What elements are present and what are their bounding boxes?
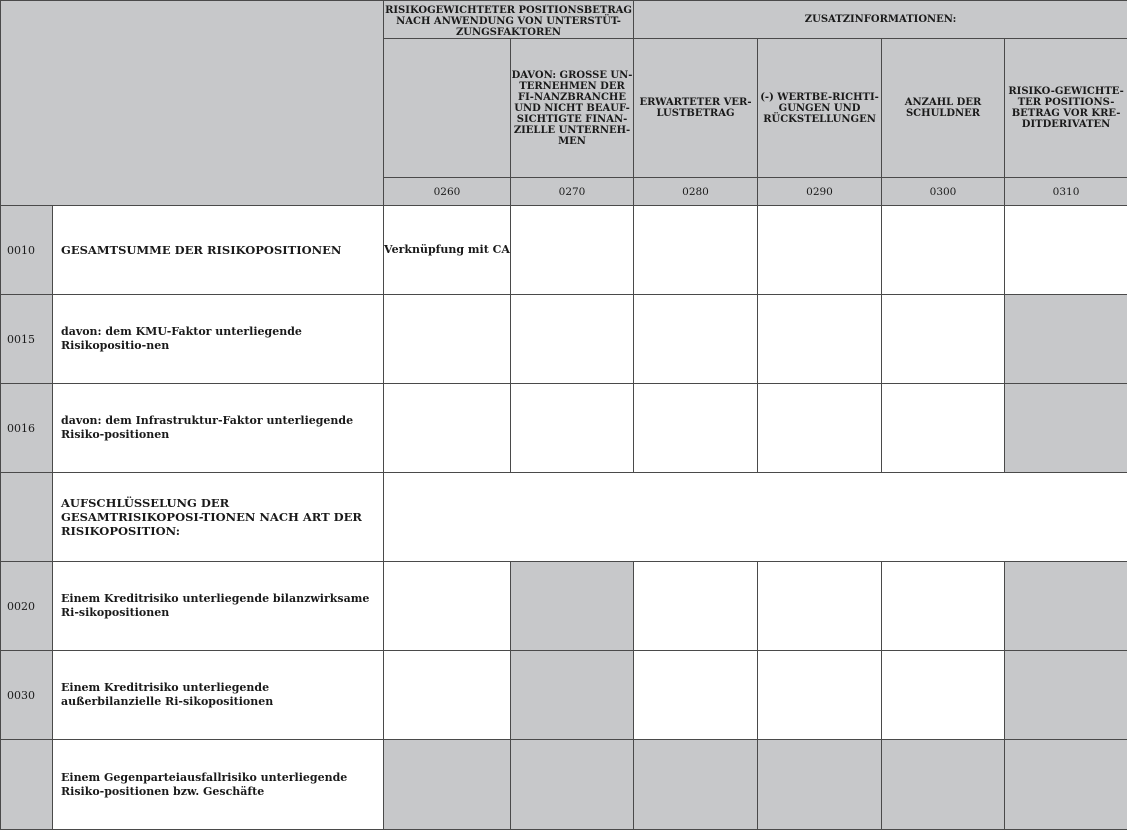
header-group-info: ZUSATZINFORMATIONEN: [634, 1, 1127, 39]
cell-0020-0270-shaded [511, 562, 634, 651]
cell-0010-0260: Verknüpfung mit CA [384, 206, 511, 295]
cell-0020-0280 [634, 562, 758, 651]
cell-0016-0310-shaded [1005, 384, 1127, 473]
cell-0016-0280 [634, 384, 758, 473]
row-id [1, 740, 53, 830]
cell-0015-0310-shaded [1005, 295, 1127, 384]
col-code-0290: 0290 [758, 178, 882, 206]
cell-0030-0300 [882, 651, 1005, 740]
row-id [1, 473, 53, 562]
row-label: GESAMTSUMME DER RISIKOPOSITIONEN [53, 206, 384, 295]
table-row [1, 206, 1127, 295]
cell-0030-0260 [384, 651, 511, 740]
cell-0016-0260 [384, 384, 511, 473]
header-col-0300: ANZAHL DER SCHULDNER [882, 39, 1005, 178]
row-id: 0030 [1, 651, 53, 740]
row-id: 0010 [1, 206, 53, 295]
table-row [1, 562, 1127, 651]
row-id: 0020 [1, 562, 53, 651]
cell-0010-0300 [882, 206, 1005, 295]
cell-0010-0270 [511, 206, 634, 295]
cell-ccr-0280-shaded [634, 740, 758, 830]
cell-ccr-0270-shaded [511, 740, 634, 830]
header-col-0280: ERWARTETER VER-LUSTBETRAG [634, 39, 758, 178]
header-col-0290: (-) WERTBE-RICHTI-GUNGEN UND RÜCKSTELLUNGEN [758, 39, 882, 178]
header-col-0260-blank [384, 39, 511, 178]
cell-ccr-0300-shaded [882, 740, 1005, 830]
cell-ccr-0290-shaded [758, 740, 882, 830]
section-heading-blank [384, 473, 1127, 562]
header-col-0310: RISIKO-GEWICHTE-TER POSITIONS-BETRAG VOR KRE-DITDERIVATEN [1005, 39, 1127, 178]
cell-0030-0280 [634, 651, 758, 740]
cell-0010-0310 [1005, 206, 1127, 295]
row-label: davon: dem Infrastruktur-Faktor unterliegende Risiko-positionen [53, 384, 384, 473]
row-label: davon: dem KMU-Faktor unterliegende Risikopositio-nen [53, 295, 384, 384]
cell-0020-0300 [882, 562, 1005, 651]
cell-0020-0290 [758, 562, 882, 651]
row-id: 0015 [1, 295, 53, 384]
cell-ccr-0260-shaded [384, 740, 511, 830]
cell-ccr-0310-shaded [1005, 740, 1127, 830]
cell-0015-0290 [758, 295, 882, 384]
cell-0020-0260 [384, 562, 511, 651]
header-corner [1, 1, 384, 206]
cell-0015-0280 [634, 295, 758, 384]
col-code-0280: 0280 [634, 178, 758, 206]
table-row [1, 473, 1127, 562]
cell-0010-0280 [634, 206, 758, 295]
table-row [1, 384, 1127, 473]
cell-0016-0290 [758, 384, 882, 473]
row-id: 0016 [1, 384, 53, 473]
cell-0016-0300 [882, 384, 1005, 473]
header-col-0270: DAVON: GROSSE UN-TERNEHMEN DER FI-NANZBRANCHE UND NICHT BEAUF-SICHTIGTE FINAN-ZIELLE UNTERNEH-MEN [511, 39, 634, 178]
cell-0030-0270-shaded [511, 651, 634, 740]
col-code-0270: 0270 [511, 178, 634, 206]
cell-0030-0310-shaded [1005, 651, 1127, 740]
cell-0030-0290 [758, 651, 882, 740]
row-label: Einem Kreditrisiko unterliegende bilanzwirksame Ri-sikopositionen [53, 562, 384, 651]
header-group-rwa: RISIKOGEWICHTETER POSITIONSBETRAG NACH ANWENDUNG VON UNTERSTÜT-ZUNGSFAKTOREN [384, 1, 634, 39]
cell-0020-0310-shaded [1005, 562, 1127, 651]
cell-0015-0270 [511, 295, 634, 384]
col-code-0310: 0310 [1005, 178, 1127, 206]
row-label: Einem Kreditrisiko unterliegende außerbilanzielle Ri-sikopositionen [53, 651, 384, 740]
cell-0010-0290 [758, 206, 882, 295]
section-heading: AUFSCHLÜSSELUNG DER GESAMTRISIKOPOSI-TIONEN NACH ART DER RISIKOPOSITION: [53, 473, 384, 562]
table-row [1, 651, 1127, 740]
table-row [1, 295, 1127, 384]
col-code-0300: 0300 [882, 178, 1005, 206]
cell-0015-0260 [384, 295, 511, 384]
cell-0016-0270 [511, 384, 634, 473]
col-code-0260: 0260 [384, 178, 511, 206]
row-label: Einem Gegenparteiausfallrisiko unterliegende Risiko-positionen bzw. Geschäfte [53, 740, 384, 830]
table-row [1, 740, 1127, 830]
cell-0015-0300 [882, 295, 1005, 384]
